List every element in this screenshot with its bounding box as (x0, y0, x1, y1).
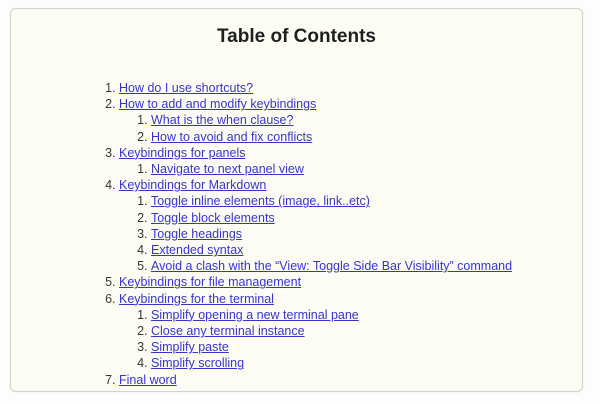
toc-item (151, 112, 582, 128)
toc-link[interactable]: Keybindings for panels (119, 145, 246, 160)
toc-link[interactable]: Toggle block elements (151, 210, 275, 225)
toc-sublist (119, 112, 582, 144)
toc-link[interactable]: Final word (119, 372, 177, 387)
toc-item (151, 258, 582, 274)
toc-item (119, 274, 582, 290)
toc-link[interactable]: Keybindings for the terminal (119, 291, 274, 306)
toc-link[interactable]: Keybindings for Markdown (119, 178, 267, 193)
toc-item (151, 226, 582, 242)
toc-item (119, 177, 582, 274)
toc-link[interactable]: Navigate to next panel view (151, 162, 304, 177)
toc-sublist (119, 193, 582, 274)
toc-item (151, 323, 582, 339)
toc-card (10, 8, 583, 392)
toc-link[interactable]: Toggle inline elements (image, link..etc) (151, 194, 370, 209)
toc-item (151, 210, 582, 226)
toc-link[interactable]: How to avoid and fix conflicts (151, 129, 313, 144)
toc-item (151, 129, 582, 145)
toc-item (151, 161, 582, 177)
toc-item (151, 242, 582, 258)
toc-link[interactable]: Avoid a clash with the “View: Toggle Side Bar Visibility” command (151, 259, 513, 274)
toc-item (151, 339, 582, 355)
toc-link[interactable]: How do I use shortcuts? (119, 81, 254, 95)
toc-sublist (119, 161, 582, 177)
page-title: Table of Contents (216, 26, 377, 47)
toc-link[interactable]: Keybindings for file management (119, 275, 302, 290)
toc-link[interactable]: Close any terminal instance (151, 324, 305, 339)
toc-link[interactable]: Extended syntax (151, 243, 244, 258)
toc-link[interactable]: What is the when clause? (151, 113, 294, 128)
toc-item (151, 193, 582, 209)
toc-item (151, 307, 582, 323)
toc-list (11, 80, 582, 388)
toc-item (151, 355, 582, 371)
toc-item (119, 291, 582, 372)
toc-item (119, 80, 582, 96)
toc-link[interactable]: Simplify scrolling (151, 356, 245, 371)
toc-link[interactable]: Simplify paste (151, 340, 229, 355)
toc-link[interactable]: Toggle headings (151, 226, 243, 241)
toc-sublist (119, 307, 582, 372)
toc-item (119, 372, 582, 388)
toc-link[interactable]: Simplify opening a new terminal pane (151, 307, 359, 322)
toc-item (119, 96, 582, 145)
toc-link[interactable]: How to add and modify keybindings (119, 97, 317, 112)
toc-item (119, 145, 582, 177)
